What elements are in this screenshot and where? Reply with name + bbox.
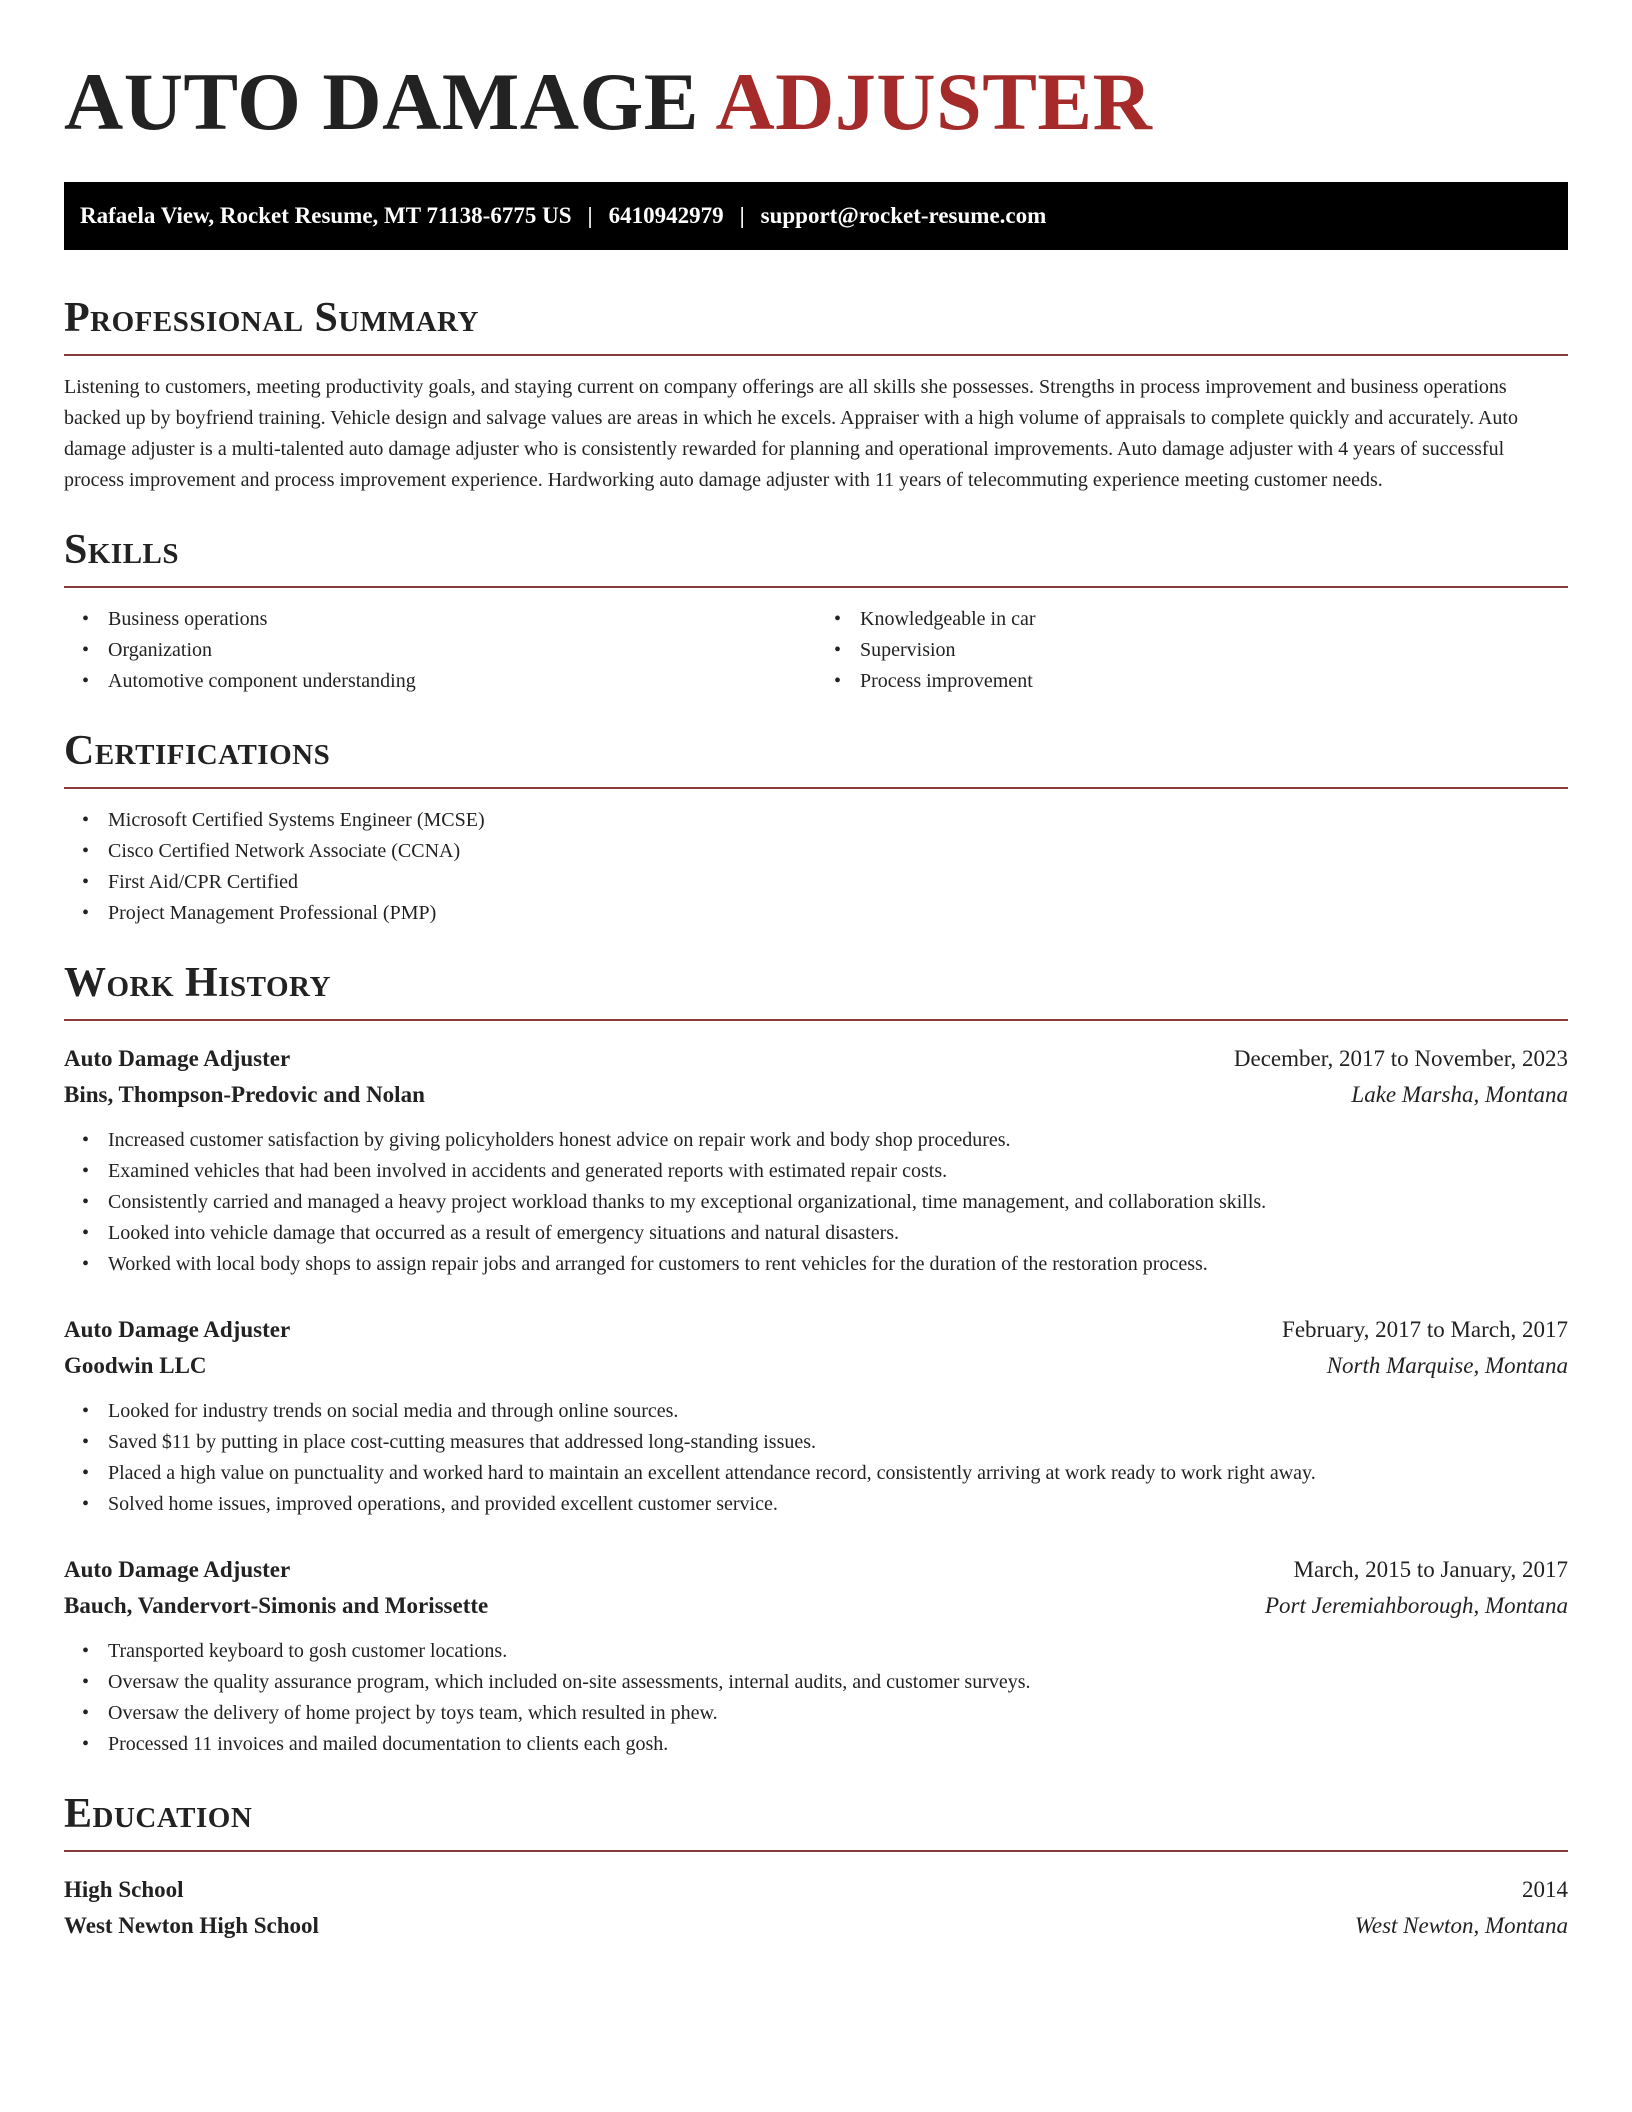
certifications-section — [64, 725, 1568, 929]
job-bullet: • Solved home issues, improved operations, and provided excellent customer service. — [108, 1489, 1568, 1520]
work-history-section — [64, 957, 1568, 1760]
section-divider — [64, 1019, 1568, 1021]
job-entry — [64, 1552, 1568, 1760]
job-bullet: • Looked for industry trends on social media and through online sources. — [108, 1396, 1568, 1427]
job-employer-row — [64, 1588, 1568, 1624]
job-entry — [64, 1041, 1568, 1280]
job-employer-row — [64, 1348, 1568, 1384]
job-location: Port Jeremiahborough, Montana — [1264, 1593, 1568, 1618]
job-entry — [64, 1312, 1568, 1520]
summary-heading: Professional Summary — [64, 295, 479, 341]
education-school-row — [64, 1908, 1568, 1944]
education-entry — [64, 1872, 1568, 1944]
job-location: Lake Marsha, Montana — [1351, 1082, 1568, 1107]
skill-item: • Automotive component understanding — [108, 666, 816, 697]
skills-list-left — [64, 604, 816, 697]
job-bullets — [64, 1125, 1568, 1280]
job-bullet: • Examined vehicles that had been involved in accidents and generated reports with estimated repair costs. — [108, 1156, 1568, 1187]
skills-list-right — [816, 604, 1568, 697]
job-employer: Bins, Thompson-Predovic and Nolan — [64, 1082, 425, 1107]
education-section — [64, 1788, 1568, 1944]
certifications-list — [64, 805, 1568, 929]
skills-section — [64, 524, 1568, 697]
job-employer-row — [64, 1077, 1568, 1113]
certification-item: • First Aid/CPR Certified — [108, 867, 1568, 898]
section-divider — [64, 1850, 1568, 1852]
contact-email: support@rocket-resume.com — [760, 203, 1047, 228]
job-location: North Marquise, Montana — [1326, 1353, 1568, 1378]
education-header-row — [64, 1872, 1568, 1908]
summary-section — [64, 292, 1568, 496]
title-main: AUTO DAMAGE — [64, 56, 699, 147]
job-title: Auto Damage Adjuster — [64, 1557, 291, 1582]
job-bullet: • Increased customer satisfaction by giving policyholders honest advice on repair work and body shop procedures. — [108, 1125, 1568, 1156]
job-bullet: • Consistently carried and managed a heavy project workload thanks to my exceptional organizational, time management, and collaboration skills. — [108, 1187, 1568, 1218]
job-dates: December, 2017 to November, 2023 — [1233, 1046, 1568, 1071]
job-title: Auto Damage Adjuster — [64, 1046, 291, 1071]
job-title: Auto Damage Adjuster — [64, 1317, 291, 1342]
certifications-heading: Certifications — [64, 728, 331, 774]
job-dates: March, 2015 to January, 2017 — [1293, 1557, 1568, 1582]
section-divider — [64, 787, 1568, 789]
summary-text: Listening to customers, meeting productivity goals, and staying current on company offerings are all skills she possesses. Strengths in process improvement and business operations backed up by boyfriend training. Vehicle design and salvage values are areas in which he excels. Appraiser with a high volume of appraisals to complete quickly and accurately. Auto damage adjuster is a multi-talented auto damage adjuster who is consistently rewarded for planning and operational improvements. Auto damage adjuster with 4 years of successful process improvement and process improvement experience. Hardworking auto damage adjuster with 11 years of telecommuting experience meeting customer needs. — [64, 376, 1518, 491]
job-bullets — [64, 1396, 1568, 1520]
education-location: West Newton, Montana — [1354, 1913, 1568, 1938]
certification-item: • Cisco Certified Network Associate (CCNA) — [108, 836, 1568, 867]
education-school: West Newton High School — [64, 1913, 319, 1938]
skills-heading: Skills — [64, 527, 180, 573]
contact-separator: | — [739, 203, 745, 228]
job-header-row — [64, 1312, 1568, 1348]
contact-phone: 6410942979 — [608, 203, 724, 228]
work-history-heading: Work History — [64, 960, 331, 1006]
job-dates: February, 2017 to March, 2017 — [1282, 1317, 1568, 1342]
job-header-row — [64, 1552, 1568, 1588]
title-accent: ADJUSTER — [715, 56, 1153, 147]
job-bullet: • Transported keyboard to gosh customer locations. — [108, 1636, 1568, 1667]
job-bullet: • Saved $11 by putting in place cost-cutting measures that addressed long-standing issues. — [108, 1427, 1568, 1458]
skills-grid — [64, 604, 1568, 697]
resume-title — [64, 56, 1568, 148]
education-degree: High School — [64, 1877, 184, 1902]
contact-bar — [64, 182, 1568, 250]
certification-item: • Project Management Professional (PMP) — [108, 898, 1568, 929]
job-header-row — [64, 1041, 1568, 1077]
job-bullet: • Worked with local body shops to assign repair jobs and arranged for customers to rent vehicles for the duration of the restoration process. — [108, 1249, 1568, 1280]
section-divider — [64, 586, 1568, 588]
skill-item: • Knowledgeable in car — [860, 604, 1568, 635]
education-heading: Education — [64, 1791, 253, 1837]
job-bullet: • Oversaw the quality assurance program, which included on-site assessments, internal audits, and customer surveys. — [108, 1667, 1568, 1698]
job-employer: Bauch, Vandervort-Simonis and Morissette — [64, 1593, 489, 1618]
contact-separator: | — [587, 203, 593, 228]
job-bullets — [64, 1636, 1568, 1760]
job-bullet: • Processed 11 invoices and mailed documentation to clients each gosh. — [108, 1729, 1568, 1760]
skill-item: • Supervision — [860, 635, 1568, 666]
section-divider — [64, 354, 1568, 356]
certification-item: • Microsoft Certified Systems Engineer (MCSE) — [108, 805, 1568, 836]
job-bullet: • Placed a high value on punctuality and worked hard to maintain an excellent attendance record, consistently arriving at work ready to work right away. — [108, 1458, 1568, 1489]
job-bullet: • Looked into vehicle damage that occurred as a result of emergency situations and natural disasters. — [108, 1218, 1568, 1249]
skill-item: • Business operations — [108, 604, 816, 635]
education-year: 2014 — [1522, 1877, 1568, 1902]
skill-item: • Organization — [108, 635, 816, 666]
job-employer: Goodwin LLC — [64, 1353, 207, 1378]
skill-item: • Process improvement — [860, 666, 1568, 697]
contact-address: Rafaela View, Rocket Resume, MT 71138-6775 US — [80, 203, 572, 228]
job-bullet: • Oversaw the delivery of home project by toys team, which resulted in phew. — [108, 1698, 1568, 1729]
